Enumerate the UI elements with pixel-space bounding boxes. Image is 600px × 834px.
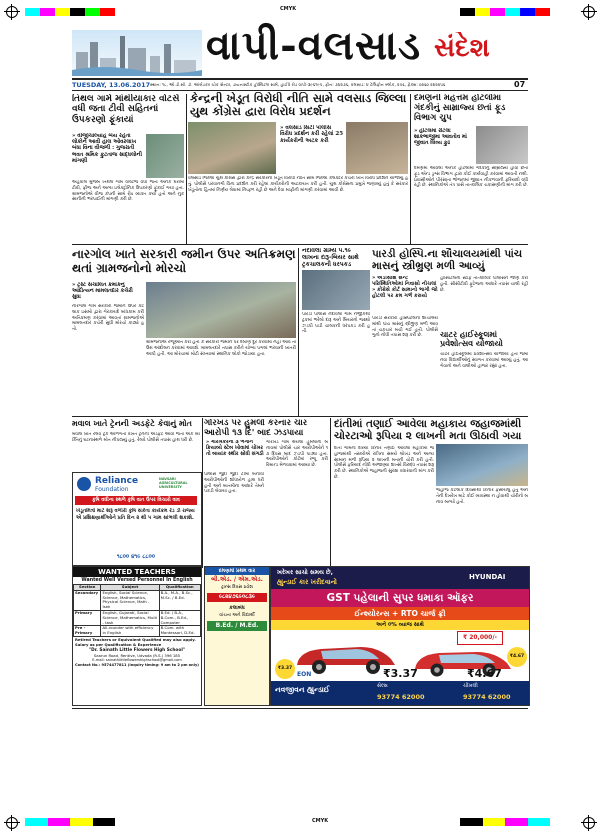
- table-cell: B.Ed. / B.A., B.Com., B.Ed., Computer: [159, 610, 200, 625]
- protest-photo: [188, 122, 276, 174]
- hyundai-tagline: હ્યુન્ડાઈ કાર ખરીદવાનો: [277, 578, 337, 586]
- article-photo: [146, 134, 184, 178]
- masthead-rule: [72, 78, 528, 80]
- dealer-phone: 93774 62000: [463, 693, 511, 701]
- reliance-subtitle: Foundation: [95, 486, 129, 493]
- teachers-subtitle: Wanted Well Versed Personnel In English: [81, 578, 193, 583]
- table-row: [74, 626, 201, 637]
- hyundai-cash-offer: ₹ 20,000/-: [457, 631, 503, 645]
- table-header-cell: Qualification: [159, 585, 200, 591]
- issue-date: TUESDAY, 13.06.2017: [72, 81, 151, 89]
- article-body: અહેવાલ મુજબ તિથલ ગામે વોલ્ટેજ વધી જતાં અનેક ઘરોમાં ટીવી, ફ્રીજ અને અન્ય ઇલેક્ટ્રોનિક ઉપકરણો ફૂંકાઈ ગયા હતા. ગ્રામજનોએ વીજ કંપની સામે રોષ વ્યક્ત કર્યો હતો અને નુકસાનીની ભરપાઈની માંગણી કરી છે.: [72, 180, 184, 203]
- skyline-illustration: [72, 30, 202, 76]
- table-cell: All-rounder with efficiency in English: [101, 626, 159, 637]
- ship-photo: [436, 444, 528, 486]
- article-subhead: » એડીસીશ સેન્ટ પરિસ્થિતિઓમાં નિવાસો નીચલાં » કોંગ્રેસે કોર્ટ સામાનો ભાગી જો હોટલી પર ક્રમ ગર્ભ કરાયો: [372, 276, 438, 299]
- teachers-phone: Contact No.: 9574477811 (Inquiry timing: 9 am to 2 pm only): [75, 663, 199, 668]
- price-display: ₹4.67: [467, 667, 502, 680]
- column-rule: [410, 94, 411, 244]
- registration-mark: [583, 817, 595, 829]
- color-bar: [25, 8, 115, 16]
- teachers-title: WANTED TEACHERS: [73, 567, 201, 577]
- table-header-cell: Section: [74, 585, 101, 591]
- reliance-logo-icon: [77, 477, 91, 491]
- teachers-table: [73, 584, 201, 637]
- registration-mark: [583, 6, 595, 18]
- article-subhead: » હોટલમાં રોટલા શાકભાજીમા આવતોવ માં જીવાત લિવ્ય ફુઢ: [414, 128, 467, 147]
- masthead-skyline: [72, 30, 202, 76]
- registration-mark: [6, 817, 18, 829]
- teachers-email: E-mail: sainathlittleflowershighschool@gmail.com: [92, 658, 182, 663]
- reliance-partner: NAVSARI AGRICULTURAL UNIVERSITY: [159, 477, 188, 489]
- table-cell: B.A., M.A., B.Sc., M.Sc. / B.Ed.: [159, 590, 200, 610]
- color-bar: [460, 818, 550, 826]
- column-rule: [202, 418, 203, 568]
- article-subhead: » ગોરખકરના ૩ ભેગાન ક્રિયાવ્યે સ્ટેબ ખોવામાં ચોખર તો બાયાંક સ્થીર સોધી સંગઠી: [206, 440, 264, 457]
- table-cell: Primary: [74, 610, 101, 625]
- article-headline: મવાલ ખાતે ટ્રેનની અડફેટે કેવાનું મોત: [72, 419, 192, 428]
- small-ad-admission: ટ્રાન્સ દિવસ પ્રવેશ: [221, 585, 253, 590]
- table-cell: English, Gujarati, Social Science, Mathematics, Multi - task: [102, 609, 158, 625]
- table-header-cell: Subject: [101, 585, 159, 591]
- hyundai-offer: ઈન્શ્યોરન્સ + RTO ચાર્જ ફ્રી: [271, 607, 529, 620]
- dealer-name: નવજીવન હ્યુન્ડાઈ: [275, 685, 330, 694]
- article-body: પારડી પોલીસે નંદાવલા ગામ નજીકથી ટ્રકમાં ભરેલો દારૂ અને બિયરનો જથ્થો ઝડપી પાડી ચાલકની ધરપકડ કરી હતી.: [302, 312, 370, 335]
- article-body: જહાજ કેટલાક દિવસોથી કિનારે ફસાયેલું હતું અને તેની દેખરેખ માટે કોઈ વ્યવસ્થા ન હોવાથી ચોરીનો બનાવ બન્યો હતો.: [436, 488, 528, 505]
- page-number: 07: [514, 80, 526, 89]
- column-rule: [298, 248, 299, 416]
- table-row: [74, 590, 201, 610]
- small-ad-course: બી.એડ. / એમ.એડ.: [211, 576, 263, 583]
- price-badge: ₹3.37: [275, 659, 295, 679]
- article-kicker: નંદાવલા ગ્રામ્યે ૫.૧૯ લાખના દારૂ-બિયર સાથે ટ્રકચાલકની ધરપકડ: [302, 248, 359, 268]
- article-headline: દમણની મહત્તમ હોટલોમાં ગંદકીનું સામ્રાજ્ય છતાં ફૂડ વિભાગ ચુપ: [414, 94, 506, 123]
- hyundai-ad: [270, 566, 530, 706]
- protest-photo: [346, 122, 408, 174]
- masthead-title-suffix: સંદેશ: [434, 33, 490, 63]
- hyundai-offer-2: અને ૦% વ્યાજ સાથે: [271, 620, 529, 630]
- article-headline: ગોરખડ પર હુમલો કરનાર ચાર આરોપી ૧૩ દિ' બાદ ઝડપાયા: [204, 419, 308, 438]
- column-rule: [186, 94, 187, 244]
- section-rule: [72, 244, 528, 245]
- article-headline: પારડી હોસ્પિ.ના શૌચાલયમાંથી પાંચ માસનું સ્ત્રીભ્રુણ મળી આવ્યું: [372, 248, 523, 273]
- article-body: દાંતી ગામના દરિયા કિનારે તણાઈ આવેલા મહાકાય જહાજમાંથી તસ્કરોએ રાત્રિના સમયે લોખંડ અને અન્ય સામાન મળી રૂપિયા ૨ લાખની મતાની ચોરી કરી હતી. પોલીસે ફરિયાદ નોંધી અજાણ્યા શખ્સો વિરુદ્ધ તપાસ શરૂ કરી છે. સ્થાનિકોએ જહાજની સુરક્ષા વધારવાની માંગ કરી છે.: [334, 446, 434, 480]
- small-ad-phone: ૯૮૨૪૭૬૯૦૮૩૯: [207, 593, 267, 602]
- small-ad-text: વાંચતા અને વિદ્યાર્થી: [219, 613, 255, 618]
- masthead-rule: [72, 90, 528, 91]
- article-photo: [476, 126, 528, 164]
- reliance-title: Reliance: [95, 476, 139, 486]
- small-ad-course-en: B.Ed. / M.Ed.: [207, 621, 267, 631]
- color-bar: [25, 818, 115, 826]
- article-body: ગોરખડ ગામે થયેલા હુમલાના બનાવમાં પોલીસે ચાર આરોપીઓને ૧૩ દિવસ બાદ ઝડપી પાડ્યા હતા. આરોપીઓને કોર્ટમાં રજૂ કરી રિમાન્ડ મેળવવામાં આવ્યા છે.: [266, 440, 328, 469]
- price-display: ₹3.37: [383, 667, 418, 680]
- article-body: ચાટર હાઈસ્કૂલમાં પ્રવેશોત્સવ યોજાયો હતો જેમાં નવા વિદ્યાર્થીઓનું સ્વાગત કરવામાં આવ્યું હતું. આગેવાનો અને વાલીઓ હાજર રહ્યા હતા.: [440, 352, 528, 369]
- table-cell: Pre - Primary: [74, 626, 101, 637]
- teachers-note: Retired Teachers or Equivalent Qualified may also apply. Salary as per Qualification & Experience: [75, 636, 196, 647]
- page-bottom-rule: [72, 708, 528, 709]
- reliance-banner: કૃષિ વધીના સ્થળે કૃષિ વાત ઉપર વિચારો વાવ: [75, 496, 197, 505]
- article-photo: [302, 270, 370, 310]
- color-bar: [460, 8, 550, 16]
- cmyk-label: CMYK: [312, 818, 329, 824]
- registration-mark: [6, 6, 18, 18]
- article-subhead: » વલસાડ સિટી પોલીસ વિરોધ પ્રદર્શન કરી રહેલાં 25 કાર્યકરોની અટક કરી: [280, 125, 344, 144]
- car-model: EON: [297, 671, 312, 678]
- price-badge: ₹4.67: [507, 647, 527, 667]
- article-body: પોલીસે જુદી જુદી ટીમો બનાવી આરોપીઓની શોધખોળ હાથ ધરી હતી અને બાતમીના આધારે તેમને પકડી લેવાયા હતા.: [204, 472, 264, 495]
- dealer-branch: ચીખલી: [463, 683, 478, 689]
- article-headline: નારગોલ ખાતે સરકારી જમીન ઉપર અતિક્રમણ થતાં ગ્રામજનોનો મોરચો: [72, 248, 296, 275]
- hyundai-headline: GST પહેલાની સુપર ધમાકા ઑફર: [271, 589, 529, 607]
- article-body: દમણમાં આવેલી અનેક હોટલોમાં ગંદકીનું સામ્રાજ્ય હોવા છતાં ફૂડ એન્ડ ડ્રગ્સ વિભાગ દ્વારા કોઈ કાર્યવાહી કરવામાં આવતી નથી. પ્રવાસીઓને પીરસાતા ભોજનમાં જીવાત નીકળવાની ફરિયાદો વધી રહી છે. સ્થાનિકોએ તંત્ર પાસે તાત્કાલિક ચકાસણીની માંગ કરી છે.: [414, 166, 528, 189]
- column-rule: [330, 418, 331, 568]
- hyundai-kicker: ખરેખર સાચો સમય છે,: [277, 569, 333, 576]
- cmyk-label: CMYK: [280, 6, 297, 12]
- article-headline: તિથલ ગામે માંથીયાકાર વોટર્સ વધી જતા ટીવી સહિતનાં ઉપકરણો ફૂંકાયાં: [72, 94, 180, 125]
- teachers-school: "Dr. Sainath Little Flowers High School": [88, 648, 186, 654]
- reliance-phone: ૧૮૦૦ ૪૧૯ ૮૮૦૦: [116, 554, 156, 560]
- reliance-body: ખેડૂતમિત્રો માટે શરૂ વળોરી કૃષિ સંકેતા કાર્યક્રમ રેડ ડી રાજ્ય એ પ્રશિક્ષણાર્થીઓને પ્રતિ દિન ૨ થી ૫ ગામ સાંભલી શકાશે.: [76, 508, 195, 521]
- article-headline: દાંતીમાં તણાઈ આવેલા મહાકાય જહાજમાંથી ચોરટાઓ રૂપિયા ૨ લાખની મતા ઊઠાવી ગયા: [334, 418, 522, 443]
- hyundai-brand: HYUNDAI: [469, 573, 506, 581]
- article-subhead: » ટ્રસ્ટ સંચાલિત ક્રમાંકનું આદોત્યન મામલતદાર કચેરી સુધા: [72, 282, 133, 301]
- section-rule: [72, 416, 528, 417]
- masthead-title: વાપી-વલસાડ: [206, 22, 422, 69]
- small-ad-title: દમણમાં પ્રથમ વાર: [205, 567, 269, 575]
- small-ad-block: [204, 566, 270, 706]
- rally-photo: [146, 282, 296, 338]
- article-body: પારડી સરકારી હોસ્પિટલના શૌચાલયમાંથી પાંચ માસનું સ્ત્રીભ્રુણ મળી આવતાં ચકચાર મચી ગઈ હતી. પોલીસે ગુનો નોંધી તપાસ શરૂ કરી છે.: [372, 316, 438, 339]
- dealer-branch: સેલ્સ: [377, 683, 388, 689]
- table-row: [74, 610, 201, 625]
- table-cell: B.Com. with Montessori, D.Ed.: [159, 626, 200, 637]
- table-cell: Secondary: [74, 590, 101, 610]
- article-body: ગ્રામજનોએ રજૂઆત કરી હતી કે સરકારી જમીન પર દબાણ દૂર કરવામાં નહીં આવે તો ઉગ્ર આંદોલન કરવામાં આવશે. મામલતદારે તપાસ કરીને યોગ્ય પગલાં ભરવાની ખાતરી આપી હતી. આ મોરચામાં મોટી સંખ્યામાં સ્થાનિક લોકો જોડાયા હતા.: [146, 340, 296, 357]
- dealer-phone: 93774 62000: [377, 693, 425, 701]
- article-body: નારગોલ ગામે સરકારી જમીન ઉપર કેટલાક ઇસમો દ્વારા ગેરકાયદે બાંધકામ કરી અતિક્રમણ કરવામાં આવતાં ગ્રામજનોએ મામલતદાર કચેરી સુધી મોરચો કાઢ્યો હતો.: [72, 304, 144, 333]
- article-subhead: » વીજીચાલ્યાહ બેય રહેતા લોકોને આવી હાલ ઓવરલાખ બંધા વિના વીજળી : ગુજરાતી ભવત શ્રમિક ફુટતાજ સાદ્ધલોની માંગણી: [72, 133, 142, 164]
- article-headline: કેન્દ્રની ખેડૂત વિરોધી નીતિ સામે વલસાડ જિલ્લા યુથ કોંગ્રેસ દ્વારા વિરોધ પ્રદર્શન: [190, 92, 407, 119]
- small-ad-heading: કલાબંધ: [229, 605, 245, 611]
- article-body: મવાલ ખાતે રેલવે ટ્રેક ઓળંગતી વખતે ટ્રેનની અડફેટે આવી જતાં એક વ્યક્તિનું ઘટનાસ્થળે મોત નીપજ્યું હતું. રેલવે પોલીસે તપાસ હાથ ધરી છે.: [72, 432, 200, 443]
- masthead-info: સ્થાન: ૧૮, ઓ.ડી.સી. ડૉ. આંબેડકર ચોક સેન્ટર, ડાયનાસ્ટીક હૉસ્પિટલ સામે, હાઈવે રોડ વાપી-૩૯૬૧૯૫, ફોન: ૭૪૨૭૬, વલસાડ: ૪ ટેલિફોન બ્લોક, ૨૫૬, ફેક્સ: ૦૨૬૦ ૨૪૨૨૫૬: [150, 82, 446, 87]
- teachers-address: Saarun Road, Rentive, Udvada (R.S.) 396 185: [93, 652, 181, 658]
- article-headline: ચાટર હાઈસ્કૂલમાં પ્રવેશોત્સવ યોજાયો: [440, 330, 503, 349]
- teachers-ad: [72, 566, 202, 706]
- table-cell: English, Social Science, Science, Mathematics, Physical Science, Math - Isek: [101, 590, 159, 610]
- article-body: હોસ્પિટલના સ્ટાફે તાત્કાલિક પોલીસને જાણ કરી હતી. સીસીટીવી ફૂટેજના આધારે તપાસ ચાલી રહી છે.: [440, 276, 528, 293]
- reliance-ad: [72, 472, 202, 566]
- article-body: વલસાડ જિલ્લા યુથ કોંગ્રેસ દ્વારા કેન્દ્ર સરકારની ખેડૂત વિરોધી નીતિ સામે જિલ્લા કલેક્ટર કચેરી ખાતે વિરોધ પ્રદર્શન યોજાયું હતું. પોલીસે પરવાનગી વિના પ્રદર્શન કરી રહેલા કાર્યકરોની અટકાયત કરી હતી. યુથ કોંગ્રેસના પ્રમુખે જણાવ્યું હતું કે સરકાર ખેડૂતોના હિતમાં નિર્ણય લેવામાં નિષ્ફળ રહી છે અને દેવા માફીની માંગણી કરવામાં આવી છે.: [188, 176, 408, 193]
